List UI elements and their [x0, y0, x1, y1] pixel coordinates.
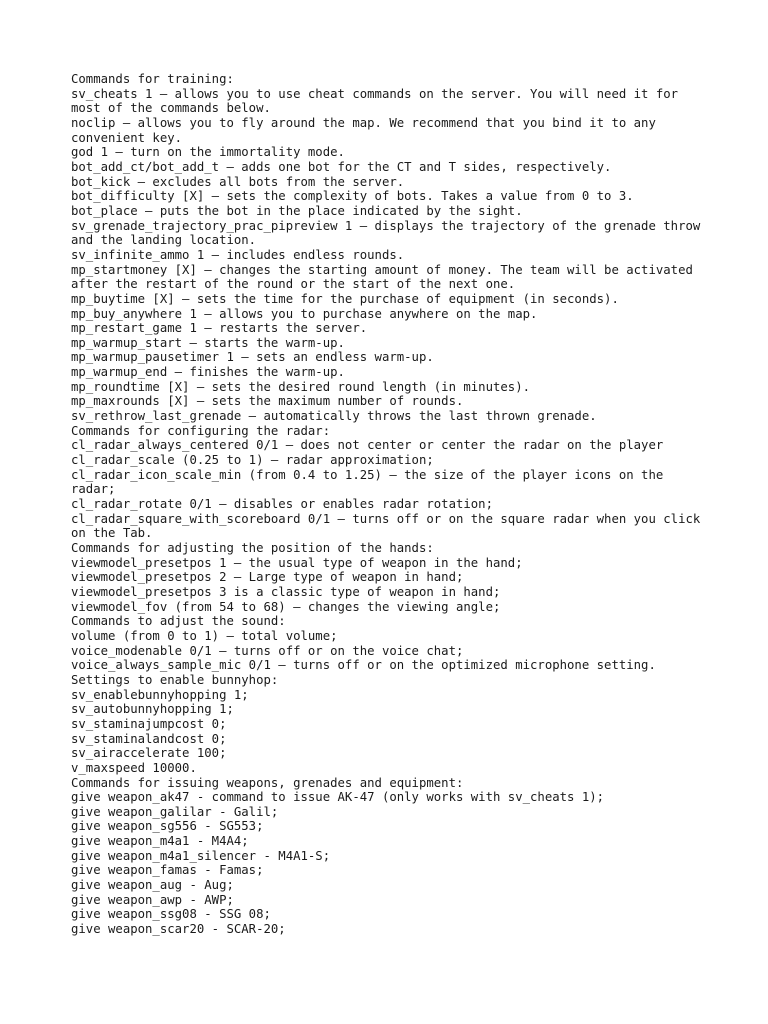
text-line: give weapon_m4a1_silencer - M4A1-S; [71, 848, 331, 863]
text-line: bot_kick — excludes all bots from the server. [71, 174, 405, 189]
text-line: give weapon_awp - AWP; [71, 892, 234, 907]
section-heading-sound: Commands to adjust the sound: [71, 614, 286, 629]
text-line: cl_radar_square_with_scoreboard 0/1 – turns off or on the square radar when you click on the Tab. [71, 511, 708, 541]
text-line: viewmodel_fov (from 54 to 68) – changes the viewing angle; [71, 599, 501, 614]
section-heading-radar: Commands for configuring the radar: [71, 423, 331, 438]
text-line: viewmodel_presetpos 1 – the usual type of weapon in the hand; [71, 555, 523, 570]
text-line: give weapon_ssg08 - SSG 08; [71, 907, 271, 922]
text-line: cl_radar_icon_scale_min (from 0.4 to 1.25) – the size of the player icons on the radar; [71, 467, 671, 497]
text-line: sv_infinite_ammo 1 — includes endless rounds. [71, 247, 405, 262]
text-line: sv_staminalandcost 0; [71, 731, 227, 746]
text-line: bot_place — puts the bot in the place indicated by the sight. [71, 203, 523, 218]
text-line: mp_startmoney [X] — changes the starting amount of money. The team will be activated after the restart of the round or the start of the next one. [71, 262, 701, 292]
section-heading-hands: Commands for adjusting the position of the hands: [71, 541, 434, 555]
section-heading-training: Commands for training: [71, 72, 234, 86]
text-line: give weapon_aug - Aug; [71, 878, 234, 893]
text-line: give weapon_galilar - Galil; [71, 804, 279, 819]
text-line: give weapon_sg556 - SG553; [71, 819, 264, 834]
text-line: sv_autobunnyhopping 1; [71, 702, 234, 717]
text-line: give weapon_m4a1 - M4A4; [71, 834, 249, 849]
text-line: voice_always_sample_mic 0/1 – turns off or on the optimized microphone setting. [71, 658, 656, 673]
text-line: mp_restart_game 1 — restarts the server. [71, 321, 368, 336]
text-line: cl_radar_scale (0.25 to 1) – radar approximation; [71, 453, 434, 468]
text-line: mp_roundtime [X] — sets the desired round length (in minutes). [71, 379, 531, 394]
text-line: cl_radar_always_centered 0/1 – does not center or center the radar on the player [71, 438, 664, 453]
text-line: volume (from 0 to 1) – total volume; [71, 628, 338, 643]
text-line: bot_difficulty [X] — sets the complexity of bots. Takes a value from 0 to 3. [71, 189, 634, 204]
text-line: noclip — allows you to fly around the map. We recommend that you bind it to any convenient key. [71, 115, 664, 145]
text-line: mp_warmup_pausetimer 1 — sets an endless warm-up. [71, 350, 434, 365]
text-line: bot_add_ct/bot_add_t — adds one bot for the CT and T sides, respectively. [71, 159, 612, 174]
document-body [71, 72, 711, 937]
text-line: give weapon_famas - Famas; [71, 863, 264, 878]
text-line: cl_radar_rotate 0/1 – disables or enables radar rotation; [71, 497, 493, 512]
text-line: mp_buytime [X] — sets the time for the purchase of equipment (in seconds). [71, 291, 619, 306]
text-line: give weapon_ak47 - command to issue AK-47 (only works with sv_cheats 1); [71, 790, 605, 805]
text-line: sv_cheats 1 — allows you to use cheat commands on the server. You will need it for most of the commands below. [71, 86, 686, 116]
text-line: mp_warmup_start — starts the warm-up. [71, 335, 345, 350]
text-line: viewmodel_presetpos 2 – Large type of weapon in hand; [71, 570, 464, 585]
text-line: sv_enablebunnyhopping 1; [71, 687, 249, 702]
text-line: v_maxspeed 10000. [71, 760, 197, 775]
text-line: voice_modenable 0/1 – turns off or on the voice chat; [71, 643, 464, 658]
text-line: sv_grenade_trajectory_prac_pipreview 1 — displays the trajectory of the grenade throw and the landing location. [71, 218, 708, 248]
text-line: mp_maxrounds [X] — sets the maximum number of rounds. [71, 394, 464, 409]
text-line: mp_warmup_end — finishes the warm-up. [71, 365, 345, 380]
text-line: sv_airaccelerate 100; [71, 746, 227, 761]
text-line: god 1 — turn on the immortality mode. [71, 145, 345, 160]
text-line: viewmodel_presetpos 3 is a classic type of weapon in hand; [71, 584, 501, 599]
section-heading-weapons: Commands for issuing weapons, grenades and equipment: [71, 775, 464, 790]
text-line: give weapon_scar20 - SCAR-20; [71, 922, 286, 937]
section-heading-bunnyhop: Settings to enable bunnyhop: [71, 672, 279, 687]
text-line: mp_buy_anywhere 1 — allows you to purchase anywhere on the map. [71, 306, 538, 321]
text-line: sv_rethrow_last_grenade – automatically throws the last thrown grenade. [71, 409, 597, 424]
text-line: sv_staminajumpcost 0; [71, 716, 227, 731]
